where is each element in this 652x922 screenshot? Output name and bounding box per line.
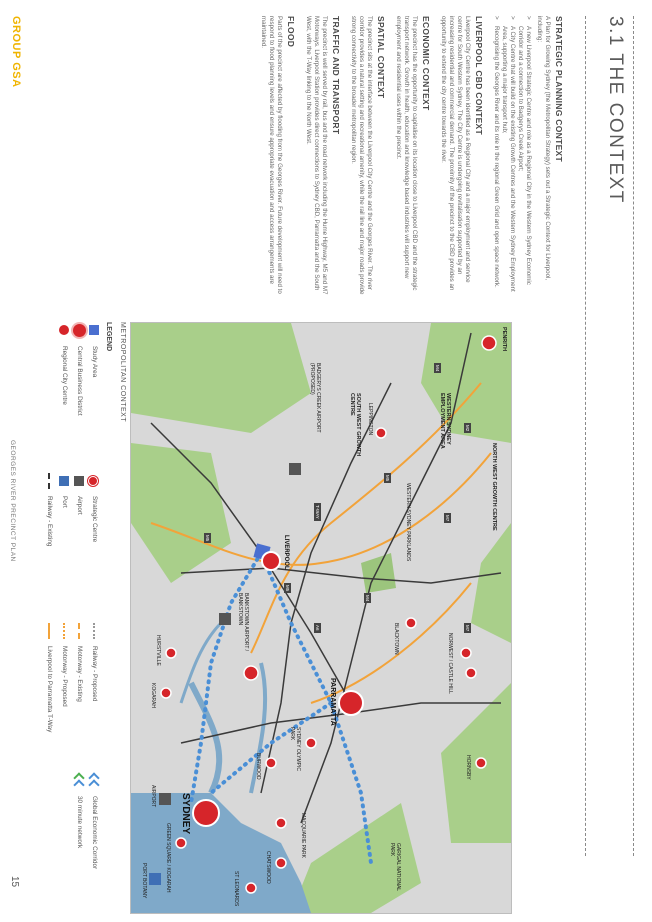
label-sw-growth: SOUTH WEST GROWTH CENTRE <box>349 393 361 457</box>
legend-label: Airport <box>76 496 83 515</box>
study-area-icon <box>89 322 101 340</box>
motorway-existing-icon <box>74 622 86 640</box>
t-way-icon <box>44 622 56 640</box>
label-wsea: WESTERN SYDNEY EMPLOYMENT AREA <box>439 393 451 449</box>
legend-label: Motorway - Existing <box>76 646 83 702</box>
page-number: 15 <box>9 876 20 888</box>
legend-label: Railway - Proposed <box>91 646 98 702</box>
legend-item <box>88 772 101 912</box>
label-leppington: LEPPINGTON <box>367 403 373 436</box>
regional-city-centre-icon <box>59 322 71 340</box>
road-badge: M2 <box>465 425 470 432</box>
text-column <box>12 16 572 296</box>
legend-label: Central Business District <box>76 346 83 416</box>
centre-liverpool <box>262 552 280 570</box>
centre-burwood <box>266 758 276 768</box>
label-bankstown: BANKSTOWN AIRPORT / BANKSTOWN <box>237 593 249 652</box>
legend-label: Liverpool to Parramatta T-Way <box>46 646 53 733</box>
map-caption: METROPOLITAN CONTEXT <box>119 322 126 423</box>
legend-col-4 <box>71 772 112 912</box>
centre-st-leonards <box>246 883 256 893</box>
traffic-heading: TRAFFIC AND TRANSPORT <box>331 16 341 135</box>
economic-heading: ECONOMIC CONTEXT <box>421 16 431 111</box>
label-penrith: PENRITH <box>501 327 507 352</box>
central-business-district-icon <box>74 322 86 340</box>
legend-label: Railway - Existing <box>46 496 53 547</box>
motorway-proposed-icon <box>59 622 71 640</box>
strategic-bullet: > A City Centre that will build on the existing Growth Centres and the Western Sydney Employment Area, supporting a major transport hub; <box>500 16 516 296</box>
legend-item <box>43 622 56 812</box>
label-sydney: SYDNEY <box>180 793 191 835</box>
label-hurstville: HURSTVILLE <box>155 635 161 666</box>
legend-item <box>58 622 71 812</box>
strategic-bullet: > Recognising the Georges River and its role in the regional Green Grid and open space network. <box>492 16 500 296</box>
legend-label: 30 minute network <box>76 796 83 849</box>
centre-hurstville <box>166 648 176 658</box>
label-st-leonards: ST LEONARDS <box>233 871 239 907</box>
airport-icon <box>289 463 301 475</box>
centre-penrith <box>482 336 496 350</box>
strategic-centre-icon <box>89 472 101 490</box>
road-badge: M5 <box>385 475 390 482</box>
centre-kogarah <box>161 688 171 698</box>
road-badge: A6 <box>315 625 320 631</box>
legend-label: Motorway - Proposed <box>61 646 68 707</box>
centre-macquarie <box>276 818 286 828</box>
traffic-body: The precinct is well served by rail, bus and the road network including the Hume Highway, M5 and M7 Motorways. Liverpool Station provides direct connections to Sydney CBD, Parramatta and the South West, with the T-Way linking to the North West. <box>305 16 328 295</box>
legend-label: Global Economic Corridor <box>91 796 98 870</box>
road-badge: M4 <box>435 365 440 372</box>
section-title: 3.1 THE CONTEXT <box>605 16 626 204</box>
label-blacktown: BLACKTOWN <box>393 623 399 655</box>
legend-item <box>73 772 86 912</box>
global-economic-corridor-icon <box>89 772 101 790</box>
title-rule-bottom <box>585 16 586 856</box>
spatial-heading: SPATIAL CONTEXT <box>376 16 386 99</box>
spatial-body: The precinct sits at the interface between the Liverpool City Centre and the Georges River. The river corridor provides a natural setting and recreational amenity, while the rail line and major roads provide strong connectivity to the broader metropolitan region. <box>350 16 373 295</box>
airport-icon <box>159 793 171 805</box>
port-icon <box>149 873 161 885</box>
label-kogarah: KOGARAH <box>150 683 156 709</box>
centre-olympic-park <box>306 738 316 748</box>
map-legend <box>22 322 112 912</box>
30-minute-network-icon <box>74 772 86 790</box>
legend-label: Study Area <box>91 346 98 378</box>
strategic-bullet: > A new Liverpool Strategic Centre and role as a Regional City in the Western Sydney Economic Corridor and a connection to Badgerys Creek Airport; <box>516 16 532 296</box>
legend-label: Port <box>61 496 68 508</box>
legend-label: Regional City Centre <box>61 346 68 405</box>
flood-heading: FLOOD <box>286 16 296 48</box>
label-hornsby: HORNSBY <box>465 755 471 780</box>
flood-body: Parts of the precinct are affected by flooding from the Georges River. Future development will need to respond to flood planning levels and ensure appropriate evacuation and access arrangements are maintained. <box>260 16 283 294</box>
label-airport: AIRPORT <box>150 785 156 808</box>
strategic-bullets <box>492 16 532 296</box>
label-burwood: BURWOOD <box>255 753 261 780</box>
strategic-heading: STRATEGIC PLANNING CONTEXT <box>554 16 564 163</box>
label-castle-hill: NORWEST / CASTLE HILL <box>447 633 453 694</box>
cbd-body: Liverpool City Centre has been identified as a Regional City and a major employment and service centre for South Western Sydney. The City Centre is undergoing revitalisation supported by an increasing residential and commercial demand. The proximity of the precinct to the CBD provides an opportunity to extend the city centre towards the river. <box>440 16 471 291</box>
label-chatswood: CHATSWOOD <box>265 851 271 884</box>
centre-sydney <box>193 800 219 826</box>
label-macquarie: MACQUARIE PARK <box>300 813 306 858</box>
road-badge: M7 <box>445 515 450 522</box>
metropolitan-context-map <box>130 322 512 914</box>
legend-heading: LEGEND <box>105 322 112 352</box>
centre-norwest <box>466 668 476 678</box>
label-port-botany: PORT BOTANY <box>141 863 147 899</box>
footer-plan-title: GEORGES RIVER PRECINCT PLAN <box>9 440 16 562</box>
centre-parramatta <box>339 691 363 715</box>
centre-chatswood <box>276 858 286 868</box>
railway-existing-icon <box>44 472 56 490</box>
label-garigal: GARIGAL NATIONAL PARK <box>389 843 401 891</box>
centre-green-square <box>176 838 186 848</box>
centre-hornsby <box>476 758 486 768</box>
title-rule-top <box>633 16 634 856</box>
label-badgerys: BADGERYS CREEK AIRPORT (PROPOSED) <box>309 363 321 433</box>
label-olympic-park: SYDNEY OLYMPIC PARK <box>289 727 301 771</box>
label-liverpool: LIVERPOOL <box>283 535 289 570</box>
road-badge: M5 <box>285 585 290 592</box>
label-nw-growth: NORTH WEST GROWTH CENTRE <box>491 443 497 531</box>
road-badge: M4 <box>365 595 370 602</box>
railway-proposed-icon <box>89 622 101 640</box>
label-parramatta: PARRAMATTA <box>329 678 336 726</box>
road-badge: M7 <box>465 625 470 632</box>
strategic-intro: A Plan for Growing Sydney (the Metropolitan Strategy) sets out a Strategic Context for Liverpool, including: <box>536 16 551 281</box>
road-badge: T-WAY <box>315 505 320 519</box>
centre-blacktown <box>406 618 416 628</box>
road-badge: M5 <box>205 535 210 542</box>
airport-icon <box>219 613 231 625</box>
cbd-heading: LIVERPOOL CBD CONTEXT <box>474 16 484 136</box>
economic-body: The precinct has the opportunity to capitalise on its location close to Liverpool CBD and the strategic transport network. Growth in health, education and knowledge based industries will support new employment and residential uses within the precinct. <box>395 16 418 291</box>
group-gsa-logo: GROUP GSA <box>10 16 22 88</box>
label-western-sydney-parklands: WESTERN SYDNEY PARKLANDS <box>405 483 411 562</box>
airport-icon <box>74 472 86 490</box>
port-icon <box>59 472 71 490</box>
centre-castle-hill <box>461 648 471 658</box>
label-green-square: GREEN SQUARE / KOGARAH <box>165 823 171 893</box>
centre-leppington <box>376 428 386 438</box>
legend-label: Strategic Centre <box>91 496 98 543</box>
